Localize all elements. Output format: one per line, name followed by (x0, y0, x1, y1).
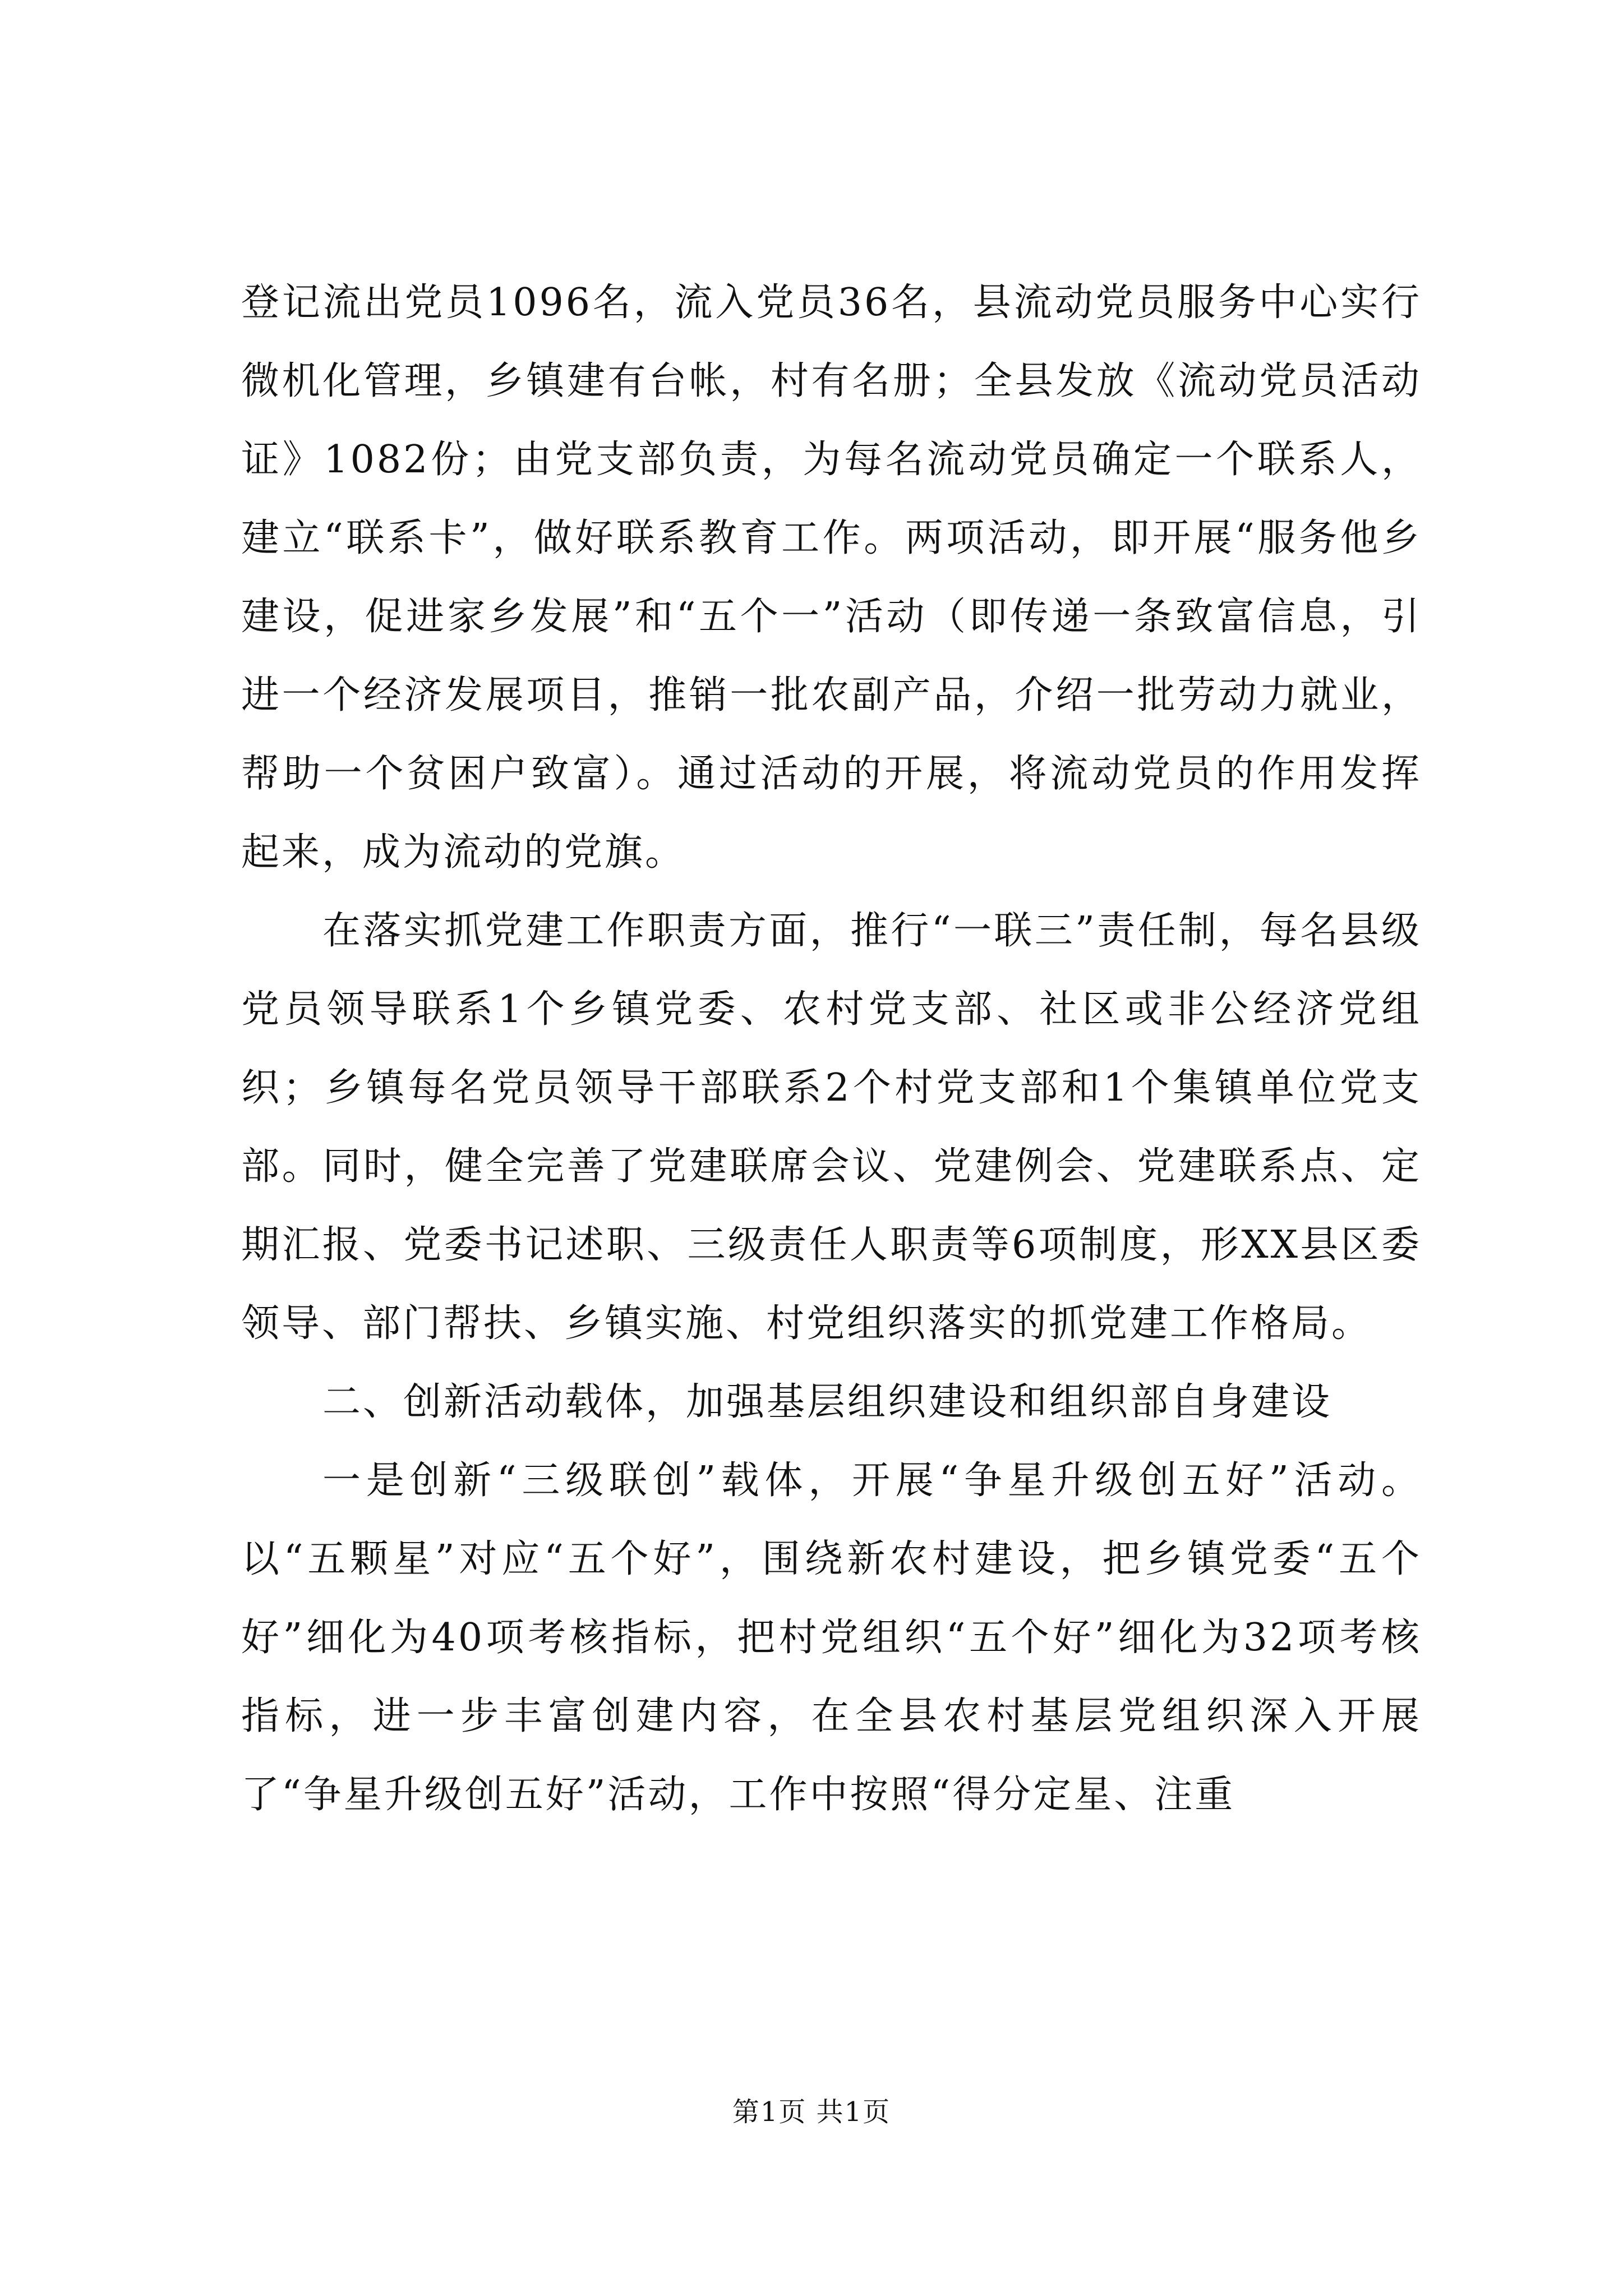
paragraph-continued: 登记流出党员1096名，流入党员36名，县流动党员服务中心实行微机化管理，乡镇建有台帐，村有名册；全县发放《流动党员活动证》1082份；由党支部负责，为每名流动党员确定一个联系人，建立“联系卡”，做好联系教育工作。两项活动，即开展“服务他乡建设，促进家乡发展”和“五个一”活动（即传递一条致富信息，引进一个经济发展项目，推销一批农副产品，介绍一批劳动力就业，帮助一个贫困户致富）。通过活动的开展，将流动党员的作用发挥起来，成为流动的党旗。 (241, 280, 1422, 875)
document-body (241, 264, 1422, 1834)
section-heading-innovate-activities: 二、创新活动载体，加强基层组织建设和组织部自身建设 (322, 1380, 1332, 1424)
paragraph-party-building-duties: 在落实抓党建工作职责方面，推行“一联三”责任制，每名县级党员领导联系1个乡镇党委、农村党支部、社区或非公经济党组织；乡镇每名党员领导干部联系2个村党支部和1个集镇单位党支部。同时，健全完善了党建联席会议、党建例会、党建联系点、定期汇报、党委书记述职、三级责任人职责等6项制度，形XX县区委领导、部门帮扶、乡镇实施、村党组织落实的抓党建工作格局。 (241, 909, 1422, 1346)
page-footer: 第1页 共1页 (732, 2096, 891, 2128)
paragraph-three-level-creation: 一是创新“三级联创”载体，开展“争星升级创五好”活动。以“五颗星”对应“五个好”，围绕新农村建设，把乡镇党委“五个好”细化为40项考核指标，把村党组织“五个好”细化为32项考核指标，进一步丰富创建内容，在全县农村基层党组织深入开展了“争星升级创五好”活动，工作中按照“得分定星、注重 (241, 1458, 1422, 1817)
